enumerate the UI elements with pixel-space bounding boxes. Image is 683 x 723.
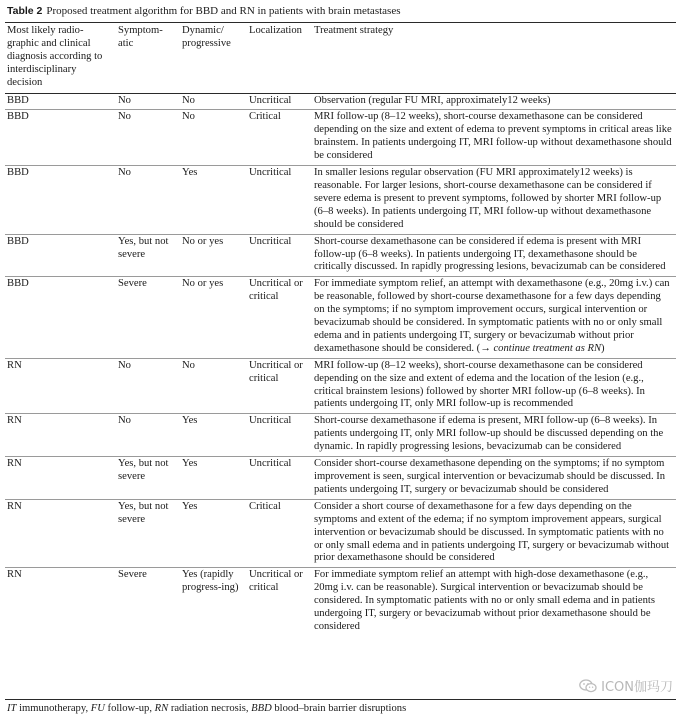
cell-diagnosis: RN [5,414,116,457]
cell-localization: Critical [247,110,312,166]
footnote [7,703,406,714]
treatment-italic-text: continue treatment as RN [493,342,602,354]
top-rule [5,22,676,23]
treatment-end-text: ) [601,342,605,354]
cell-treatment: Consider short-course dexamethasone depending on the symptoms; if no symptom improvement is seen, surgical intervention or bevacizumab should be discussed. In patients undergoing IT, surgery or bevacizumab should be considered [312,457,676,500]
cell-treatment: Observation (regular FU MRI, approximately12 weeks) [314,94,551,106]
cell-dynamic: No or yes [180,234,247,277]
table-row [5,457,676,500]
footnote-text-bbd: blood–brain barrier disruptions [271,703,407,714]
cell-localization: Uncritical [247,457,312,500]
table-row [5,568,676,636]
cell-localization: Critical [247,499,312,568]
table-row [5,499,676,568]
cell-symptomatic: Severe [116,568,180,636]
table-caption [7,5,400,17]
cell-localization: Uncritical [247,234,312,277]
cell-dynamic: Yes (rapidly progress-ing) [180,568,247,636]
table-row [5,414,676,457]
cell-treatment: Short-course dexamethasone can be considered if edema is present with MRI follow-up (6–8 weeks). In patients undergoing IT, dexamethasone should be critically discussed. In rapidly progressing lesions, bevacizumab can be considered [312,234,676,277]
table-row [5,358,676,414]
cell-diagnosis: BBD [5,110,116,166]
cell-dynamic: No [182,94,195,106]
cell-diagnosis: BBD [7,94,29,106]
table-row [5,234,676,277]
cell-dynamic: Yes [180,166,247,235]
footnote-text-it: immunotherapy, [16,703,91,714]
cell-treatment: MRI follow-up (8–12 weeks), short-course dexamethasone can be considered depending on the size and extent of edema and the location of the lesion (e.g., critical brainstem lesions) followed by shorter MRI follow-up (6–8 weeks). In patients undergoing IT, only MRI follow-up is recommended [312,358,676,414]
cell-dynamic: No [180,358,247,414]
cell-localization: Uncritical [247,414,312,457]
watermark-text: ICON伽玛刀 [601,680,673,695]
header-diagnosis: Most likely radio-graphic and clinical diagnosis according to interdisciplinary decision [7,25,103,88]
cell-dynamic: Yes [180,457,247,500]
cell-treatment [312,277,676,358]
cell-diagnosis: RN [5,457,116,500]
cell-diagnosis: RN [5,499,116,568]
cell-symptomatic: Yes, but not severe [116,234,180,277]
cell-symptomatic: Yes, but not severe [116,457,180,500]
wechat-icon [579,679,597,693]
cell-symptomatic: Yes, but not severe [116,499,180,568]
header-treatment: Treatment strategy [314,25,394,36]
table-row [5,166,676,235]
watermark [579,676,673,695]
cell-diagnosis: BBD [5,277,116,358]
footnote-abbr-it: IT [7,703,17,714]
cell-diagnosis: RN [5,568,116,636]
cell-diagnosis: RN [5,358,116,414]
header-symptomatic: Symptom-atic [118,25,163,49]
cell-symptomatic: Severe [116,277,180,358]
footnote-text-rn: radiation necrosis, [168,703,252,714]
cell-diagnosis: BBD [5,166,116,235]
footnote-text-fu: follow-up, [104,703,155,714]
cell-localization: Uncritical [249,94,292,106]
cell-diagnosis: BBD [5,234,116,277]
footnote-abbr-bbd: BBD [251,703,272,714]
table-row [5,93,676,110]
cell-dynamic: Yes [180,414,247,457]
cell-treatment: MRI follow-up (8–12 weeks), short-course dexamethasone can be considered depending on the size and extent of edema to prevent symptoms in critical areas like brainstem. In patients undergoing IT, MRI follow-up without dexamethasone should be considered [312,110,676,166]
table-label: Table 2 [7,5,43,17]
table-header-row [5,25,676,93]
cell-treatment: For immediate symptom relief an attempt with high-dose dexamethasone (e.g., 20mg i.v. can be reasonable). Surgical intervention or bevacizumab should be considered. In symptomatic patients with no or only small edema and in patients undergoing IT, surgery or bevacizumab without prior dexamethasone should be considered [312,568,676,636]
cell-symptomatic: No [116,358,180,414]
header-dynamic: Dynamic/ progressive [182,25,231,49]
table-title: Proposed treatment algorithm for BBD and RN in patients with brain metastases [46,5,401,17]
cell-treatment: Short-course dexamethasone if edema is present, MRI follow-up (6–8 weeks). In patients undergoing IT, only MRI follow-up should be discussed depending on the dynamic. In rapidly progressing lesions, bevacizumab can be considered [312,414,676,457]
cell-dynamic: No [180,110,247,166]
cell-dynamic: Yes [180,499,247,568]
cell-dynamic: No or yes [180,277,247,358]
bottom-rule [5,699,676,700]
cell-symptomatic: No [116,414,180,457]
header-localization: Localization [249,25,302,36]
cell-symptomatic: No [118,94,131,106]
treatment-text: For immediate symptom relief, an attempt with dexamethasone (e.g., 20mg i.v.) can be reasonable, followed by short-course dexamethasone for a few days depending on the symptoms; if no symptom improvement occurs, surgical intervention or bevacizumab should be considered. In symptomatic patients with no or only small edema and in patients undergoing IT, surgery or bevacizumab without prior dexamethasone should be considered. (→ [314,278,670,354]
footnote-abbr-fu: FU [90,703,105,714]
table-row [5,110,676,166]
cell-treatment: In smaller lesions regular observation (FU MRI approximately12 weeks) is reasonable. For larger lesions, short-course dexamethasone can be considered if severe edema is present to prevent symptoms, followed by shorter MRI follow-up (6–8 weeks). In patients undergoing IT, MRI follow-up without dexamethasone should be considered [312,166,676,235]
table-row [5,277,676,358]
treatment-table [5,25,676,636]
cell-symptomatic: No [116,110,180,166]
cell-localization: Uncritical [247,166,312,235]
cell-localization: Uncritical or critical [247,568,312,636]
cell-symptomatic: No [116,166,180,235]
cell-treatment: Consider a short course of dexamethasone for a few days depending on the symptoms and extent of the edema; if no symptom improvement appears, surgical intervention or bevacizumab should be discussed. In symptomatic patients with no or only small edema and in patients undergoing IT, surgery or bevacizumab without prior dexamethasone should be considered [312,499,676,568]
footnote-abbr-rn: RN [154,703,169,714]
cell-localization: Uncritical or critical [247,277,312,358]
cell-localization: Uncritical or critical [247,358,312,414]
